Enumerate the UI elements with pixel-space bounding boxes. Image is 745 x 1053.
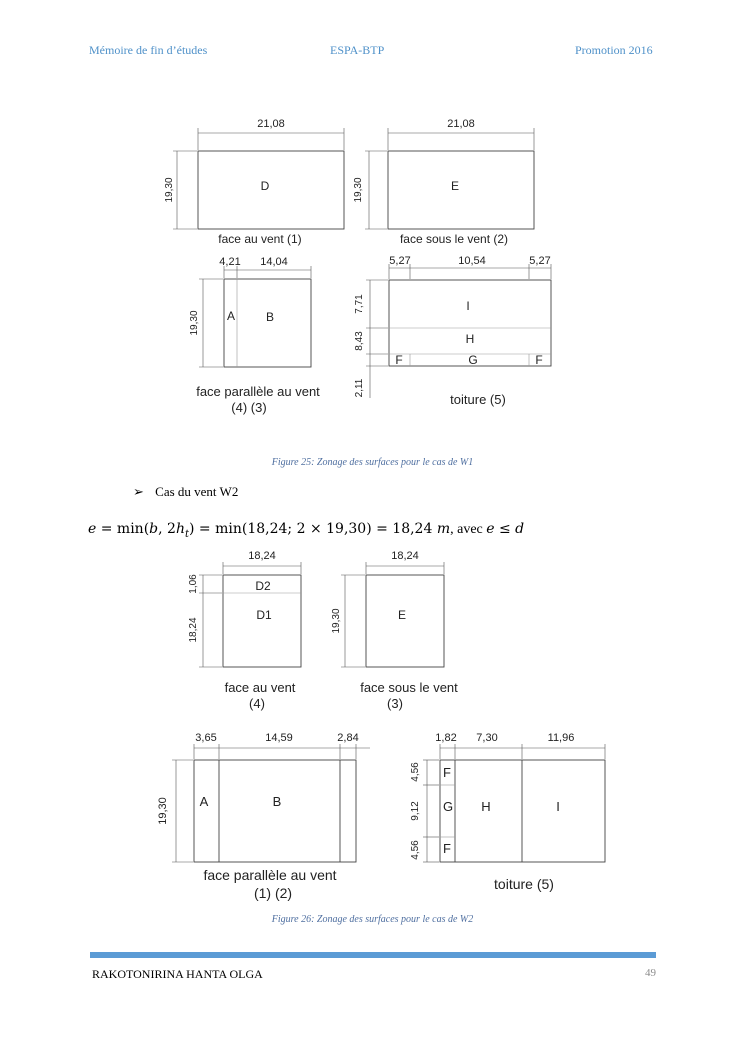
face-e2-label-2: (3) <box>387 696 403 711</box>
header-left: Mémoire de fin d’études <box>89 43 208 57</box>
formula-condition: e ≤ d <box>486 521 525 537</box>
formula-h: h <box>175 521 185 537</box>
zone-i-w1: I <box>466 299 470 313</box>
bullet-text: Cas du vent W2 <box>155 484 239 499</box>
formula-b: b <box>149 521 159 537</box>
bullet-item <box>133 484 238 500</box>
par2-height: 19,30 <box>157 797 169 825</box>
par2-w1: 3,65 <box>195 732 217 744</box>
face-parallel-diagram-w2 <box>157 732 370 901</box>
zone-f2-w2: F <box>443 841 451 856</box>
zone-f1-w2: F <box>443 765 451 780</box>
roof-diagram-w2 <box>410 732 605 892</box>
formula-part-1: = min( <box>96 521 150 537</box>
face-d2-label-1: face au vent <box>224 680 296 695</box>
roof1-h1: 7,71 <box>354 294 365 314</box>
formula-part-3: ) = min(18,24; 2 × 19,30) = 18,24 <box>189 521 437 537</box>
header-center: ESPA-BTP <box>330 43 385 57</box>
figure-26-caption: Figure 26: Zonage des surfaces pour le cas de W2 <box>271 914 474 925</box>
par1-height: 19,30 <box>189 310 200 336</box>
face-e2-width: 18,24 <box>391 550 419 562</box>
roof2-h2: 9,12 <box>410 801 421 821</box>
zone-d: D <box>260 179 270 193</box>
roof2-w2: 7,30 <box>476 732 498 744</box>
formula <box>88 521 524 540</box>
face-parallel-diagram-w1 <box>189 256 320 415</box>
par2-w3: 2,84 <box>337 732 359 744</box>
roof1-h2: 8,43 <box>354 331 365 351</box>
face-d-diagram-w2 <box>188 550 301 711</box>
roof1-h3: 2,11 <box>354 378 365 398</box>
face-d-label: face au vent (1) <box>218 232 302 246</box>
arrow-bullet-icon: ➢ <box>133 484 144 499</box>
formula-t: t <box>184 528 190 540</box>
face-d2-h1: 1,06 <box>188 574 199 594</box>
face-e2-height: 19,30 <box>331 608 342 634</box>
par1-w2: 14,04 <box>260 256 288 268</box>
face-d-diagram <box>164 118 344 246</box>
par2-label-2: (1) (2) <box>253 885 293 901</box>
zone-h-w2: H <box>481 799 491 814</box>
face-e-width: 21,08 <box>447 118 475 130</box>
face-d-height: 19,30 <box>164 177 175 203</box>
footer-bar <box>90 952 656 958</box>
zone-a-w2: A <box>199 794 209 809</box>
page-number: 49 <box>645 967 656 979</box>
zone-e: E <box>450 179 460 193</box>
zone-g-w1: G <box>468 353 478 367</box>
zone-b-w1: B <box>265 310 275 324</box>
zone-f1-w1: F <box>395 353 403 367</box>
roof2-h3: 4,56 <box>410 840 421 860</box>
zone-e-w2: E <box>397 608 407 622</box>
face-e2-label-1: face sous le vent <box>360 680 458 695</box>
zone-f2-w1: F <box>535 353 543 367</box>
formula-avec: , avec <box>450 522 487 537</box>
zone-d1: D1 <box>256 608 272 622</box>
face-e-diagram <box>353 118 534 246</box>
zone-h-w1: H <box>465 332 475 346</box>
par2-w2: 14,59 <box>265 732 293 744</box>
face-d2-label-2: (4) <box>249 696 265 711</box>
par1-label-1: face parallèle au vent <box>196 384 320 399</box>
roof2-label: toiture (5) <box>494 876 554 892</box>
formula-e: e <box>88 521 97 537</box>
zone-d2: D2 <box>255 579 271 593</box>
par1-w1: 4,21 <box>219 256 241 268</box>
formula-part-2: , 2 <box>158 521 176 537</box>
par2-label-1: face parallèle au vent <box>203 867 337 883</box>
face-e-height: 19,30 <box>353 177 364 203</box>
roof2-w1: 1,82 <box>435 732 457 744</box>
roof1-w3: 5,27 <box>529 255 551 267</box>
roof1-w1: 5,27 <box>389 255 411 267</box>
face-d2-width: 18,24 <box>248 550 276 562</box>
footer-author: RAKOTONIRINA HANTA OLGA <box>92 967 263 981</box>
formula-m: m <box>436 521 451 537</box>
roof1-w2: 10,54 <box>458 255 486 267</box>
par1-label-2: (4) (3) <box>231 400 267 415</box>
roof1-label: toiture (5) <box>450 392 506 407</box>
header-right: Promotion 2016 <box>575 43 653 57</box>
face-d-width: 21,08 <box>257 118 285 130</box>
face-d2-h2: 18,24 <box>188 617 199 643</box>
roof2-h1: 4,56 <box>410 762 421 782</box>
roof-diagram-w1 <box>354 255 551 407</box>
zone-i-w2: I <box>556 799 560 814</box>
face-e-label: face sous le vent (2) <box>399 232 509 246</box>
zone-g-w2: G <box>442 799 454 814</box>
zone-b-w2: B <box>272 794 282 809</box>
zone-a-w1: A <box>226 309 236 323</box>
face-e-diagram-w2 <box>331 550 458 711</box>
figure-25-caption: Figure 25: Zonage des surfaces pour le cas de W1 <box>271 457 474 468</box>
roof2-w3: 11,96 <box>547 732 575 744</box>
